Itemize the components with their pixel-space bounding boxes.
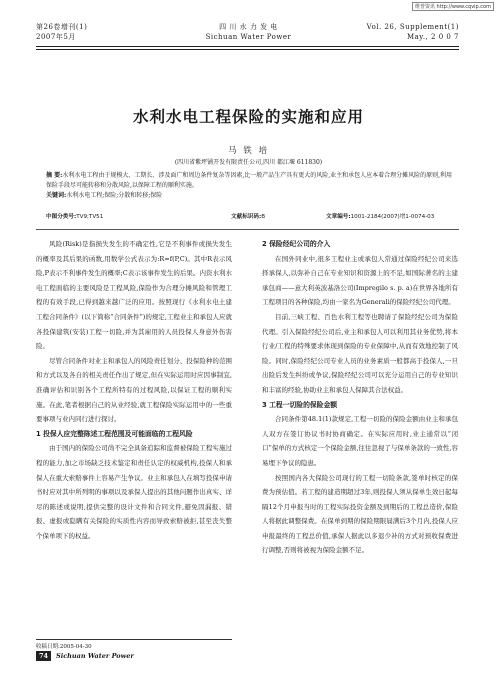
header-rule-thick [36,46,459,47]
received-date: 收稿日期:2005-04-30 [36,639,232,650]
section-heading: 1 投保人应完整陈述工程范围及可能面临的工程风险 [36,429,193,438]
page-number: 74 [36,651,51,661]
paragraph: 合同条件第48.1(1)款规定,工程一切险的保险金额由业主和承包人双方在签订协议书时协商确定。在实际应用时,业主通常以“闭口”保单的方式核定一个保险金额,往往忽视了与保单条款的一致性,容易埋下争议的隐患。 [262,415,458,467]
paragraph: 尽管合同条件对业主和承包人的风险责任划分、投保险种的范围和方式以及各自的相关责任作出了规定,但在实际运用时应因事制宜,准确评估和识别各个工程所特有的过程风险,以保证工程的顺利实施。在此,笔者根据自己的从业经验,就工程保险实际运用中的一些重要事项与业内同行进行探讨。 [36,356,232,424]
right-column [262,237,458,558]
watermark-badge: 维普资讯 http://www.cqvip.com [412,2,494,11]
paragraph: 按照国内各大保险公司现行的工程一切险条款,签单时核定的保费为预估值。若工程的建造期超过3年,则投保人须从保单生效日起每隔12个月申报当时的工程实际投资金额及到期后的工程总造价,保险人将据此调整保费。在保单到期的保险期限届满后3个月内,投保人应申报最终的工程总价值,承保人据此以多退少补的方式对预收保费进行调整,否则将被视为保险金额不足。 [262,473,458,555]
abstract-block [46,171,456,201]
keywords-label: 关键词: [46,192,67,199]
header-volume-cn: 第26卷增刊(1) [36,23,88,31]
author-affiliation: (四川省紫坪铺开发有限责任公司,四川 都江堰 611830) [174,159,323,166]
clc-number: 中图分类号:TV9;TV51 [46,214,104,220]
header-right [367,22,459,42]
header-rule-thin [36,49,459,50]
footer-journal: Sichuan Water Power [56,652,134,660]
header-date-en: May., 2 0 0 7 [406,33,459,41]
section-heading: 2 保险经纪公司的介入 [262,240,331,248]
article-author: 马 铁 培 [228,146,269,156]
header-journal-cn: 四 川 水 力 发 电 [219,23,278,31]
paragraph: 在国外同业中,很多工程业主或承包人常通过保险经纪公司来选择承保人,以弥补自己在专业知识和资源上的不足,如国际著名的主建承包商——意大利英波基洛公司(Impregilo s. p. a)在世界各地所有工程项目的各种保险,均由一家名为Generali的保险经纪公司代理。 [262,254,458,307]
article-id: 文章编号:1001-2184(2007)增1-0074-03 [326,214,435,220]
abstract-separator [36,229,459,230]
left-column [36,237,232,543]
header-date-cn: 2007年5月 [36,33,76,41]
abstract-text: 水利水电工程由于规模大、工期长、涉及面广和周边条件复杂等因素,比一般产品生产具有更大的风险,业主和承包人应本着合理分摊风险的原则,利用保险手段尽可能转移和分散风险,以保障工程的顺利实施。 [46,172,453,189]
paragraph: 风险(Risk)是指损失发生的不确定性,它是不利事件或损失发生的概率及其后果的函数,用数学公式表示为:R=f(P,C)。其中R表示风险,P表示不利事件发生的概率;C表示该事件发生的后果。内资水利水电工程面临的主要风险是工程风险,保险作为合理分摊风险和管理工程的有效手段,已得到越来越广泛的应用。按照现行《水利水电土建工程合同条件》(以下简称“合同条件”)的规定,工程业主和承包人应就各投保建筑(安装)工程一切险,并为其雇用的人员投保人身意外伤害险。 [36,240,232,351]
header-volume-en: Vol. 26, Supplement(1) [366,23,459,31]
header-journal-en: Sichuan Water Power [205,33,292,41]
abstract-label: 摘 要: [46,172,63,179]
section-heading: 3 工程一切险的保险金额 [262,400,338,409]
article-title: 水利水电工程保险的实施和应用 [132,108,364,126]
paragraph: 目前,三峡工程、百色水利工程等也聘请了保险经纪公司为保险代理。引入保险经纪公司后,业主和承包人可以利用其业务优势,将本行业/工程的特殊要求体现到保险的专业保障中,从而有效地控制了风险。同时,保险经纪公司专业人员的业务素质一般都高于投保人,一旦出险后发生纠纷或争议,保险经纪公司可以充分运用自己的专业知识和丰富的经验,协助业主和承包人保障其合法权益。 [262,312,458,394]
document-code: 文献标识码:B [231,214,266,220]
keywords-text: 水利水电工程;保险;分散和转移;保险 [66,192,163,199]
page-footer [36,651,134,661]
paragraph: 由于国内的保险公司尚不完全具备追踪和监督被保险工程实施过程的能力,加之市场缺乏技术鉴定和责任认定的权威机构,投保人和承保人在重大索赔事件上容易产生争议。业主和承包人在填写投保申请书时应对其中所列明的事项以及承保人提出的其他问题作出真实、详尽的陈述或说明,提供完整的设计文件和合同文件,避免因漏报、错报、虚报或隐瞒有关保险的实质性内容而导致索赔被拒,甚至丧失整个保单项下的权益。 [36,444,232,540]
